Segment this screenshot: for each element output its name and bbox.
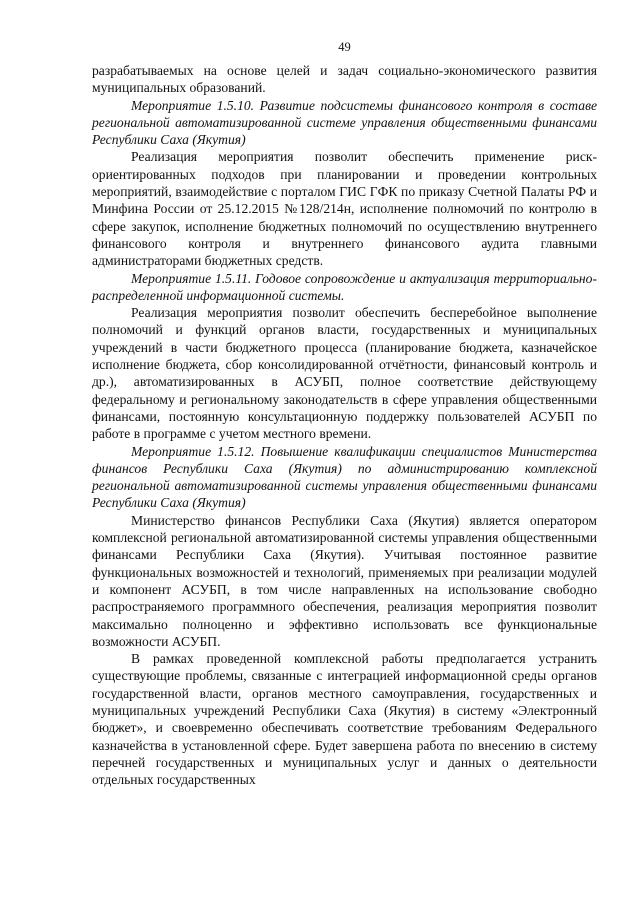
paragraph-integration-work: В рамках проведенной комплексной работы предполагается устранить существующие проблемы, связанные с интеграцией информационной среды органов государственной власти, органов местного самоуправления, государственных и муниципальных учреждений Республики Саха (Якутия) в систему «Электронный бюджет», и своевременно обеспечивать соответствие требованиям Федерального казначейства в установленной сфере. Будет завершена работа по внесению в систему перечней государственных и муниципальных услуг и данных о деятельности отдельных государственных [92, 651, 597, 788]
paragraph-continuation: разрабатываемых на основе целей и задач социально-экономического развития муниципальных образований. [92, 63, 597, 96]
paragraph-ministry-operator: Министерство финансов Республики Саха (Якутия) является оператором комплексной региональной автоматизированной системы управления общественными финансами Республики Саха (Якутия). Учитывая постоянное развитие функциональных возможностей и технологий, применяемых при реализации модулей и компонент АСУБП, в том числе направленных на использование свободно распространяемого программного обеспечения, реализация мероприятия позволит максимально полноценно и эффективно использовать все функциональные возможности АСУБП. [92, 512, 597, 649]
paragraph-annual-support: Реализация мероприятия позволит обеспечить бесперебойное выполнение полномочий и функций органов власти, государственных и муниципальных учреждений в части бюджетного процесса (планирование бюджета, казначейское исполнение бюджета, сбор консолидированной отчётности, финансовый контроль и др.), автоматизированных в АСУБП, полное соответствие действующему федеральному и региональному законодательств в сфере управления общественными финансами, постоянную консультационную поддержку пользователей АСУБП по работе в программе с учетом местного времени. [92, 305, 597, 442]
measure-heading-1-5-12: Мероприятие 1.5.12. Повышение квалификации специалистов Министерства финансов Республики Саха (Якутия) по администрированию комплексной региональной автоматизированной системы управления общественными финансами Республики Саха (Якутия) [92, 443, 597, 511]
document-body [92, 62, 597, 788]
page-number: 49 [338, 40, 351, 54]
measure-heading-1-5-10: Мероприятие 1.5.10. Развитие подсистемы финансового контроля в составе региональной автоматизированной системе управления общественными финансами Республики Саха (Якутия) [92, 97, 597, 148]
paragraph-financial-control: Реализация мероприятия позволит обеспечить применение риск-ориентированных подходов при планировании и проведении контрольных мероприятий, взаимодействие с порталом ГИС ГФК по приказу Счетной Палаты РФ и Минфина России от 25.12.2015 №128/214н, исполнение полномочий по контролю в сфере закупок, исполнение бюджетных полномочий по осуществлению внутреннего финансового контроля и внутреннего финансового аудита главными администраторами бюджетных средств. [92, 149, 597, 269]
measure-heading-1-5-11: Мероприятие 1.5.11. Годовое сопровождение и актуализация территориально- распределенной информационной системы. [92, 270, 597, 303]
